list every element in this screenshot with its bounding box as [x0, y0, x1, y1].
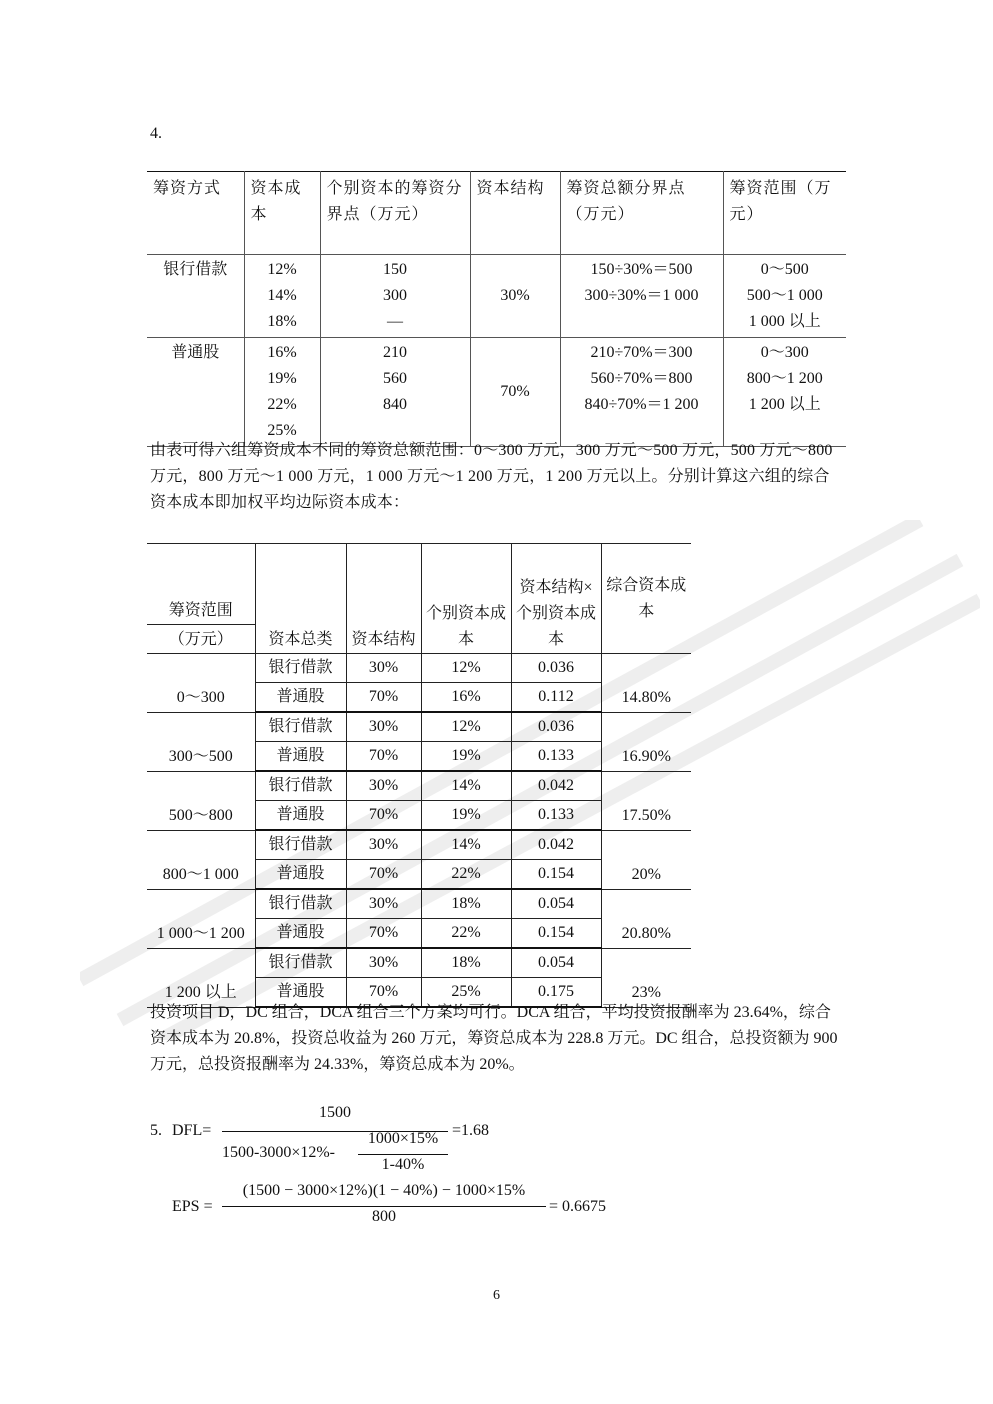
- page-number: 6: [493, 1288, 500, 1303]
- header-individual-cost: 个别资本成本: [421, 544, 511, 654]
- weighted-cost-cell: 0.154: [511, 919, 601, 949]
- total-breakpoint-cell: 210÷70%＝300 560÷70%＝800 840÷70%＝1 200: [560, 338, 723, 447]
- individual-cost-cell: 19%: [421, 801, 511, 831]
- header-composite: 综合资本成本: [601, 544, 691, 654]
- composite-cost-cell: 14.80%: [601, 654, 691, 713]
- composite-cost-cell: 23%: [601, 948, 691, 1007]
- structure-cell: 70%: [346, 919, 421, 949]
- weighted-cost-cell: 0.112: [511, 683, 601, 713]
- eps-label: EPS =: [172, 1198, 213, 1215]
- individual-cost-cell: 25%: [421, 978, 511, 1008]
- header-range: 筹资范围: [147, 544, 255, 625]
- table2-header-row: [147, 544, 691, 625]
- table-row: [147, 830, 691, 860]
- capital-type-cell: 银行借款: [255, 712, 346, 742]
- weighted-cost-cell: 0.133: [511, 742, 601, 772]
- header-range: 筹资范围（万元）: [723, 172, 846, 255]
- header-structure: 资本结构: [346, 544, 421, 654]
- composite-cost-cell: 20.80%: [601, 889, 691, 948]
- header-total-breakpoint: 筹资总额分界点（万元）: [560, 172, 723, 255]
- cost-cell: 12% 14% 18%: [244, 255, 320, 338]
- capital-type-cell: 银行借款: [255, 654, 346, 683]
- table-row: [147, 948, 691, 978]
- weighted-cost-cell: 0.154: [511, 860, 601, 890]
- eps-denominator: 800: [372, 1208, 396, 1225]
- structure-cell: 30%: [470, 255, 560, 338]
- header-capital-type: 资本总类: [255, 544, 346, 654]
- individual-cost-cell: 19%: [421, 742, 511, 772]
- header-individual-breakpoint: 个别资本的筹资分界点（万元）: [320, 172, 470, 255]
- capital-type-cell: 银行借款: [255, 948, 346, 978]
- range-cell: 0～300 800～1 200 1 200 以上: [723, 338, 846, 447]
- section-number-4: 4.: [150, 125, 162, 142]
- header-method: 筹资方式: [147, 172, 244, 255]
- paragraph-ranges: 由表可得六组筹资成本不同的筹资总额范围：0～300 万元，300 万元～500 万元，500 万元～800 万元，800 万元～1 000 万元，1 000 万元～1 200 万元，1 200 万元以上。分别计算这六组的综合资本成本即加权平均边际资本成本：: [150, 442, 833, 511]
- eps-result: = 0.6675: [549, 1198, 607, 1215]
- weighted-cost-table: [147, 543, 691, 1008]
- header-structure: 资本结构: [470, 172, 560, 255]
- eps-numerator: (1500 − 3000×12%)(1 − 40%) − 1000×15%: [242, 1182, 526, 1199]
- table-row: [147, 255, 846, 338]
- dfl-denominator-prefix: 1500-3000×12%-: [222, 1144, 336, 1161]
- method-cell: 普通股: [147, 338, 244, 447]
- paragraph-conclusion: 投资项目 D，DC 组合，DCA 组合三个方案均可行。DCA 组合，平均投资报酬率为 23.64%，综合资本成本为 20.8%，投资总收益为 260 万元，筹资总成本为 228.8 万元。DC 组合，总投资额为 900 万元，总投资报酬率为 24.33%，筹资总成本为 20%。: [150, 1004, 838, 1073]
- capital-type-cell: 银行借款: [255, 771, 346, 801]
- header-cost: 资本成本: [244, 172, 320, 255]
- individual-cost-cell: 12%: [421, 712, 511, 742]
- structure-cell: 30%: [346, 889, 421, 919]
- weighted-cost-cell: 0.133: [511, 801, 601, 831]
- structure-cell: 70%: [470, 338, 560, 447]
- composite-cost-cell: 17.50%: [601, 771, 691, 830]
- method-cell: 银行借款: [147, 255, 244, 338]
- capital-type-cell: 普通股: [255, 683, 346, 713]
- individual-cost-cell: 14%: [421, 830, 511, 860]
- breakpoint-cell: 210 560 840: [320, 338, 470, 447]
- section-number-5: 5.: [150, 1122, 162, 1139]
- structure-cell: 30%: [346, 654, 421, 683]
- weighted-cost-cell: 0.054: [511, 948, 601, 978]
- capital-type-cell: 普通股: [255, 742, 346, 772]
- individual-cost-cell: 12%: [421, 654, 511, 683]
- weighted-cost-cell: 0.054: [511, 889, 601, 919]
- dfl-label: DFL=: [172, 1122, 212, 1139]
- header-range-unit: （万元）: [147, 625, 255, 654]
- dfl-inner-numerator: 1000×15%: [367, 1130, 439, 1147]
- structure-cell: 30%: [346, 712, 421, 742]
- structure-cell: 70%: [346, 801, 421, 831]
- table-row: [147, 654, 691, 683]
- weighted-cost-cell: 0.042: [511, 771, 601, 801]
- table1-header-row: [147, 172, 846, 255]
- range-cell: 1 200 以上: [147, 948, 255, 1007]
- capital-type-cell: 普通股: [255, 978, 346, 1008]
- capital-type-cell: 普通股: [255, 860, 346, 890]
- structure-cell: 70%: [346, 978, 421, 1008]
- individual-cost-cell: 14%: [421, 771, 511, 801]
- individual-cost-cell: 18%: [421, 948, 511, 978]
- range-cell: 1 000～1 200: [147, 889, 255, 948]
- breakpoint-cell: 150 300 —: [320, 255, 470, 338]
- weighted-cost-cell: 0.036: [511, 712, 601, 742]
- capital-type-cell: 普通股: [255, 919, 346, 949]
- structure-cell: 30%: [346, 771, 421, 801]
- capital-type-cell: 银行借款: [255, 830, 346, 860]
- individual-cost-cell: 16%: [421, 683, 511, 713]
- total-breakpoint-cell: 150÷30%＝500 300÷30%＝1 000: [560, 255, 723, 338]
- individual-cost-cell: 22%: [421, 919, 511, 949]
- dfl-inner-fraction-bar: [358, 1154, 448, 1155]
- structure-cell: 30%: [346, 830, 421, 860]
- range-cell: 300～500: [147, 712, 255, 771]
- capital-type-cell: 普通股: [255, 801, 346, 831]
- table-row: [147, 338, 846, 447]
- table-row: [147, 889, 691, 919]
- weighted-cost-cell: 0.036: [511, 654, 601, 683]
- structure-cell: 70%: [346, 860, 421, 890]
- weighted-cost-cell: 0.042: [511, 830, 601, 860]
- weighted-cost-cell: 0.175: [511, 978, 601, 1008]
- structure-cell: 70%: [346, 742, 421, 772]
- cost-cell: 16% 19% 22% 25%: [244, 338, 320, 447]
- header-weighted: 资本结构×个别资本成本: [511, 544, 601, 654]
- structure-cell: 30%: [346, 948, 421, 978]
- capital-type-cell: 银行借款: [255, 889, 346, 919]
- range-cell: 0～500 500～1 000 1 000 以上: [723, 255, 846, 338]
- table-row: [147, 712, 691, 742]
- funding-breakpoint-table: [147, 171, 846, 447]
- eps-fraction-bar: [222, 1206, 546, 1207]
- dfl-inner-denominator: 1-40%: [381, 1156, 425, 1173]
- table-row: [147, 771, 691, 801]
- range-cell: 0～300: [147, 654, 255, 713]
- individual-cost-cell: 18%: [421, 889, 511, 919]
- range-cell: 500～800: [147, 771, 255, 830]
- composite-cost-cell: 20%: [601, 830, 691, 889]
- dfl-numerator: 1500: [319, 1104, 351, 1121]
- individual-cost-cell: 22%: [421, 860, 511, 890]
- structure-cell: 70%: [346, 683, 421, 713]
- range-cell: 800～1 000: [147, 830, 255, 889]
- dfl-result: =1.68: [452, 1122, 490, 1139]
- composite-cost-cell: 16.90%: [601, 712, 691, 771]
